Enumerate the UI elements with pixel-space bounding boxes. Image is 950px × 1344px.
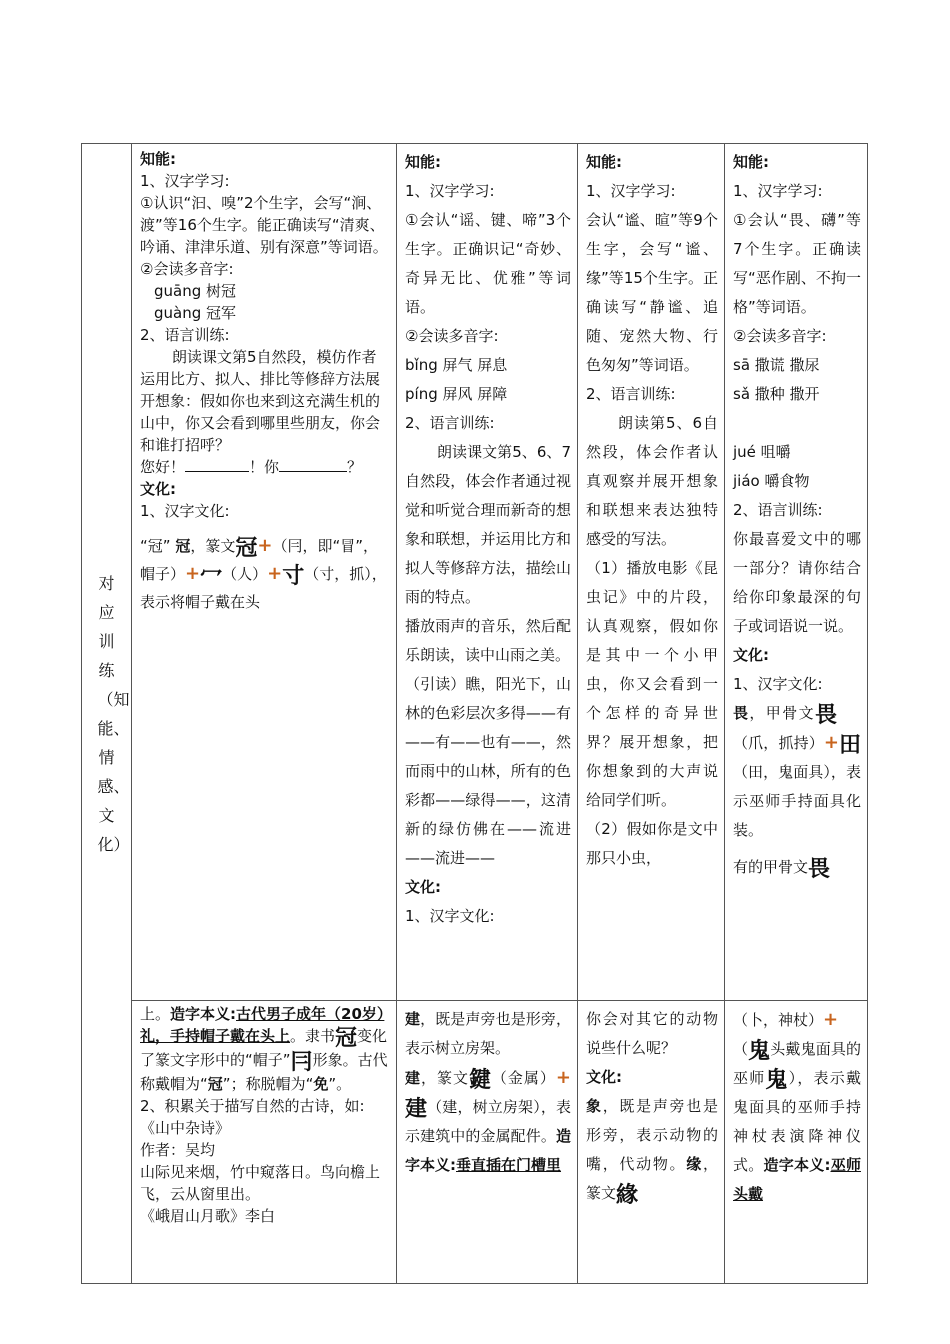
guan-quote: “冠” <box>140 537 171 555</box>
col4-p4: 2、语言训练: <box>733 501 823 519</box>
col3-p1: 1、汉字学习: <box>586 182 676 200</box>
table-row <box>82 144 868 1001</box>
r2c1-e: 变化了篆文字形中的“帽子” <box>140 1027 388 1069</box>
col4-p5: 你最喜爱文中的哪一部分？请你结合给你印象最深的句子或词语说一说。 <box>733 530 861 635</box>
guan-zhuan-label: ，篆文 <box>190 537 236 555</box>
guan-part1: （冃，即“冒”，帽子） <box>140 537 379 583</box>
col1-p6c: ？ <box>347 458 363 476</box>
guan-part3: （寸，抓），表示将帽子戴在头 <box>140 565 387 611</box>
cell-row2-col3 <box>578 1001 725 1284</box>
cell-row2-col4 <box>725 1001 868 1284</box>
plus-icon: + <box>267 563 283 584</box>
guan-char: 冠 <box>175 537 191 555</box>
r2c3-e: 缘 <box>686 1155 703 1173</box>
wei-part2: （田，鬼面具），表示巫师手持面具化装。 <box>733 763 861 839</box>
r2c3-f: ，篆文 <box>586 1155 718 1202</box>
r2c1-i: 免 <box>313 1075 329 1093</box>
r2c2-a: 建 <box>405 1010 421 1028</box>
r2c1-n: 山际见来烟，竹中窥落日。鸟向檐上飞，云从窗里出。 <box>140 1163 381 1203</box>
plus-icon: + <box>257 535 273 556</box>
col1-poly1: guāng 树冠 <box>154 282 237 300</box>
oracle-script-image: 畏 <box>808 856 831 882</box>
col4-p2: ①会认“畏、礴”等7个生字。正确读写“恶作剧、不拘一格”等词语。 <box>733 211 861 316</box>
r2c2-f: （建，树立房架），表示建筑中的金属配件。 <box>405 1098 571 1145</box>
col2-culture-heading: 文化: <box>405 878 441 896</box>
col1-p2: ①认识“汩、嗅”2个生字，会写“涧、渡”等16个生字。能正确读写“清爽、吟诵、津津乐道、别有深意”等词语。 <box>140 194 388 256</box>
r2c2-d: ，篆文 <box>420 1069 469 1087</box>
r2c1-h: ”；称脱帽为“ <box>222 1075 314 1093</box>
r2c1-g: 冠 <box>207 1075 223 1093</box>
seal-script-image: 鍵 <box>468 1067 491 1093</box>
col2-poly2: píng 屏风 屏障 <box>405 385 508 403</box>
col3-heading: 知能: <box>586 153 622 171</box>
cell-col1 <box>132 144 397 1001</box>
seal-script-image: 緣 <box>616 1182 639 1208</box>
col4-wei <box>733 699 861 845</box>
col1-p6b: ！你 <box>249 458 280 476</box>
r2c4-d: ），表示戴鬼面具的巫师手持神杖表演降神仪式。 <box>733 1069 861 1174</box>
r2c2-b: ，既是声旁也是形旁，表示树立房架。 <box>405 1010 571 1057</box>
r2c2-g: 造字本义: <box>405 1127 571 1174</box>
col4-poly3: jué 咀嚼 <box>733 443 791 461</box>
col2-p5: 朗读课文第5、6、7自然段，体会作者通过视觉和听觉合理而新奇的想象和联想，并运用比方和拟人等修辞方法，描绘山雨的特点。 <box>405 443 571 606</box>
row-label-cell <box>82 144 132 1284</box>
r2c3-a: 你会对其它的动物说些什么呢？ <box>586 1010 718 1057</box>
r2c2-e: （金属） <box>490 1069 556 1087</box>
seal-script-image: 冃 <box>290 1049 313 1075</box>
col3-p3: 2、语言训练: <box>586 385 676 403</box>
r2c4-c: 头戴鬼面具的巫师 <box>733 1040 861 1087</box>
cell-col2 <box>397 144 578 1001</box>
col1-guan <box>140 532 390 616</box>
r2c1-f: 形象。古代称戴帽为“ <box>140 1051 388 1093</box>
plus-icon: + <box>555 1067 571 1088</box>
wei-char: 畏 <box>733 704 750 722</box>
wei-part1: （爪，抓持） <box>733 734 824 752</box>
r2c1-d: 。隶书 <box>290 1027 336 1045</box>
col2-p7: （引读）瞧，阳光下，山林的色彩层次多得——有——有——也有——，然而雨中的山林，所有的色彩都——绿得——，这清新的绿仿佛在——流进——流进—— <box>405 675 571 867</box>
col4-poly2: sǎ 撒种 撒开 <box>733 385 820 403</box>
col2-p3: ②会读多音字: <box>405 327 499 345</box>
r2c1-c: 古代男子成年（20岁）礼，手持帽子戴在头上 <box>140 1005 385 1045</box>
r2c1-o: 《峨眉山月歌》李白 <box>140 1207 276 1225</box>
row-label: 对应训练（知能、情感、文化） <box>97 573 130 854</box>
plus-icon: + <box>823 1009 839 1030</box>
col1-poly2: guàng 冠军 <box>154 304 237 322</box>
col4-poly4: jiáo 嚼食物 <box>733 472 810 490</box>
table-row <box>82 1001 868 1284</box>
cell-row2-col1 <box>132 1001 397 1284</box>
r2c2-h: 垂直插在门槽里 <box>456 1156 562 1174</box>
cell-row2-col2 <box>397 1001 578 1284</box>
cell-col4 <box>725 144 868 1001</box>
r2c1-m: 作者：吴均 <box>140 1141 216 1159</box>
spacer <box>733 409 861 438</box>
r2c1-k: 2、积累关于描写自然的古诗，如: <box>140 1097 365 1115</box>
r2c3-b: 文化: <box>586 1068 622 1086</box>
col1-p4: 2、语言训练: <box>140 326 230 344</box>
col2-p4: 2、语言训练: <box>405 414 495 432</box>
col2-p1: 1、汉字学习: <box>405 182 495 200</box>
r2c4-e: 造字本义: <box>763 1156 831 1174</box>
col1-p1: 1、汉字学习: <box>140 172 230 190</box>
seal-script-image: 冠 <box>235 535 258 561</box>
col2-p8: 1、汉字文化: <box>405 907 495 925</box>
r2c2-c: 建 <box>405 1069 421 1087</box>
seal-script-image: 冖 <box>200 563 223 589</box>
col1-heading: 知能: <box>140 150 176 168</box>
col1-p3: ②会读多音字: <box>140 260 234 278</box>
col1-p5: 朗读课文第5自然段，模仿作者运用比方、拟人、排比等修辞方法展开想象：假如你也来到这充满生机的山中，你又会看到哪里些朋友，你会和谁打招呼？ <box>140 348 381 454</box>
r2c4-f: 巫师头戴 <box>733 1156 861 1203</box>
col3-p4: 朗读第5、6自然段，体会作者认真观察并展开想象和联想来表达独特感受的写法。 <box>586 414 718 548</box>
r2c4-b: （ <box>733 1040 749 1058</box>
r2c4-block <box>733 1005 861 1209</box>
col2-p2: ①会认“谣、键、啼”3个生字。正确识记“奇妙、奇异无比、优雅”等词语。 <box>405 211 571 316</box>
cell-col3 <box>578 144 725 1001</box>
clerical-script-image: 冠 <box>335 1025 358 1051</box>
oracle-script-image: 鬼 <box>748 1038 771 1064</box>
r2c1-a: 上。 <box>140 1005 171 1023</box>
r2c1-b: 造字本义: <box>170 1005 237 1023</box>
wei-label: ，甲骨文 <box>749 704 815 722</box>
guan-part2: （人） <box>222 565 268 583</box>
col4-wei-e <box>733 853 861 882</box>
r2c1-j: ”。 <box>328 1075 352 1093</box>
col1-p6 <box>140 456 390 478</box>
col3-p6: （2）假如你是文中那只小虫， <box>586 820 718 867</box>
fill-blank[interactable] <box>279 457 347 472</box>
training-table <box>81 143 868 1284</box>
col4-p3: ②会读多音字: <box>733 327 827 345</box>
fill-blank[interactable] <box>185 457 249 472</box>
r2c3-block <box>586 1092 718 1208</box>
col4-heading: 知能: <box>733 153 769 171</box>
col4-p6: 1、汉字文化: <box>733 675 823 693</box>
col1-p7: 1、汉字文化: <box>140 502 230 520</box>
oracle-script-image: 田 <box>838 732 861 758</box>
col4-poly1: sā 撒谎 撒尿 <box>733 356 820 374</box>
seal-script-image: 建 <box>405 1096 428 1122</box>
oracle-script-image: 畏 <box>814 702 837 728</box>
col4-culture-heading: 文化: <box>733 646 769 664</box>
r2c1-block1 <box>140 1003 390 1095</box>
col1-p6a: 您好！ <box>140 458 186 476</box>
r2c4-a: （卜，神杖） <box>733 1011 824 1029</box>
seal-script-image: 寸 <box>282 563 305 589</box>
r2c3-c: 象 <box>586 1097 603 1115</box>
col2-heading: 知能: <box>405 153 441 171</box>
oracle-script-image: 鬼 <box>765 1067 788 1093</box>
r2c1-l: 《山中杂诗》 <box>140 1119 231 1137</box>
col3-p5: （1）播放电影《昆虫记》中的片段，认真观察，假如你是其中一个小甲虫，你又会看到一个怎样的奇异世界？展开想象，把你想象到的大声说给同学们听。 <box>586 559 718 809</box>
col3-p2: 会认“谧、暄”等9个生字，会写“谧、缘”等15个生字。正确读写“静谧、追随、宠然大物、行色匆匆”等词语。 <box>586 211 718 374</box>
plus-icon: + <box>185 563 201 584</box>
wei-part3: 有的甲骨文 <box>733 858 809 876</box>
r2c2-block <box>405 1005 571 1180</box>
col2-p6: 播放雨声的音乐，然后配乐朗读，读中山雨之美。 <box>405 617 571 664</box>
col4-p1: 1、汉字学习: <box>733 182 823 200</box>
col2-poly1: bǐng 屏气 屏息 <box>405 356 508 374</box>
plus-icon: + <box>823 732 839 753</box>
col1-culture-heading: 文化: <box>140 480 176 498</box>
r2c3-d: ，既是声旁也是形旁，表示动物的嘴，代动物。 <box>586 1097 718 1173</box>
